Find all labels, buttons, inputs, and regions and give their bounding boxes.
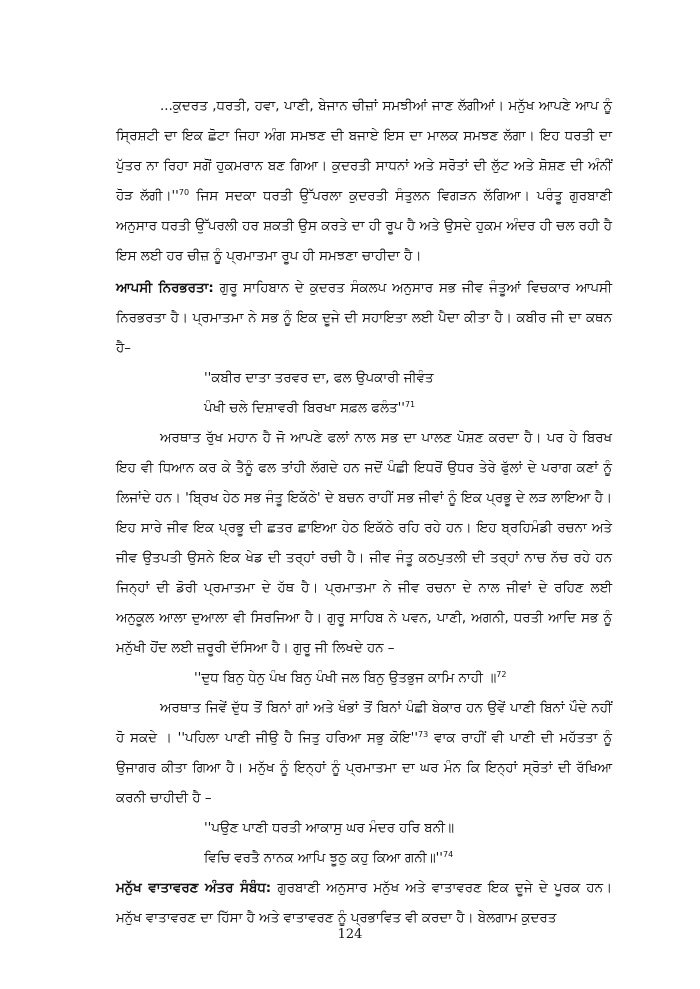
footnote-ref: 74 [443,850,454,859]
quote-line: ''ਕਬੀਰ ਦਾਤਾ ਤਰਵਰ ਦਾ, ਫਲ ਉਪਕਾਰੀ ਜੀਵੰਤ [204,371,434,386]
section-heading: ਮਨੁੱਖ ਵਾਤਾਵਰਣ ਅੰਤਰ ਸੰਬੰਧ: [116,881,272,896]
page-number: 124 [337,927,363,942]
paragraph-text-continued: ਵਾਕ ਰਾਹੀਂ ਵੀ ਪਾਣੀ ਦੀ ਮਹੱਤਤਾ ਨੂੰ ਉਜਾਗਰ ਕੀਤਾ ਗਿਆ ਹੈ। ਮਨੁੱਖ ਨੂੰ ਇਨ੍ਹਾਂ ਨੂੰ ਪ੍ਰਮਾਤਮਾ ਦਾ ਘਰ ਮੰਨ ਕਿ ਇਨ੍ਹਾਂ ਸ੍ਰੋਤਾਂ ਦੀ ਰੱਖਿਆ ਕਰਨੀ ਚਾਹੀਦੀ ਹੈ – [116,731,612,806]
paragraph-text-continued: ਜਿਸ ਸਦਕਾ ਧਰਤੀ ਉੱਪਰਲਾ ਕੁਦਰਤੀ ਸੰਤੁਲਨ ਵਿਗੜਨ ਲੱਗਿਆ। ਪਰੰਤੂ ਗੁਰਬਾਣੀ ਅਨੁਸਾਰ ਧਰਤੀ ਉੱਪਰਲੀ ਹਰ ਸ਼ਕਤੀ ਉਸ ਕਰਤੇ ਦਾ ਹੀ ਰੂਪ ਹੈ ਅਤੇ ਉਸਦੇ ਹੁਕਮ ਅੰਦਰ ਹੀ ਚਲ ਰਹੀ ਹੈ ਇਸ ਲਈ ਹਰ ਚੀਜ਼ ਨੂੰ ਪ੍ਰਮਾਤਮਾ ਰੂਪ ਹੀ ਸਮਝਣਾ ਚਾਹੀਦਾ ਹੈ। [116,189,612,264]
quote-line [116,394,612,424]
quote-text: ''ਦੁਧ ਬਿਨੁ ਧੇਨੁ ਪੰਖ ਬਿਨੁ ਪੰਖੀ ਜਲ ਬਿਨੁ ਉਤਭੁਜ ਕਾਮਿ ਨਾਹੀ ॥ [194,671,497,686]
paragraph-text: ਗੁਰੂ ਸਾਹਿਬਾਨ ਦੇ ਕੁਦਰਤ ਸੰਕਲਪ ਅਨੁਸਾਰ ਸਭ ਜੀਵ ਜੰਤੂਆਂ ਵਿਚਕਾਰ ਆਪਸੀ ਨਿਰਭਰਤਾ ਹੈ। ਪ੍ਰਮਾਤਮਾ ਨੇ ਸਭ ਨੂੰ ਇਕ ਦੂਜੇ ਦੀ ਸਹਾਇਤਾ ਲਈ ਪੈਦਾ ਕੀਤਾ ਹੈ। ਕਬੀਰ ਜੀ ਦਾ ਕਥਨ ਹੈ– [116,281,612,356]
quote-text: ਪੰਖੀ ਚਲੇ ਦਿਸ਼ਾਵਰੀ ਬਿਰਖਾ ਸਫ਼ਲ ਫਲੰਤ'' [204,401,405,416]
paragraph-explanation [116,424,612,664]
section-heading: ਆਪਸੀ ਨਿਰਭਰਤਾ: [116,281,214,296]
paragraph-water [116,694,612,814]
paragraph-text: ਗੁਰਬਾਣੀ ਅਨੁਸਾਰ ਮਨੁੱਖ ਅਤੇ ਵਾਤਾਵਰਣ ਇਕ ਦੂਜੇ ਦੇ ਪੂਰਕ ਹਨ। ਮਨੁੱਖ ਵਾਤਾਵਰਣ ਦਾ ਹਿੱਸਾ ਹੈ ਅਤੇ ਵਾਤਾਵਰਣ ਨੂੰ ਪ੍ਰਭਾਵਿਤ ਵੀ ਕਰਦਾ ਹੈ। ਬੇਲਗਾਮ ਕੁਦਰਤ [116,881,612,926]
quote-line: ''ਪਉਣ ਪਾਣੀ ਧਰਤੀ ਆਕਾਸੁ ਘਰ ਮੰਦਰ ਹਰਿ ਬਨੀ॥ [204,821,455,836]
footnote-ref: 70 [178,188,190,197]
footnote-ref: 72 [496,670,507,679]
footnote-ref: 71 [404,400,416,409]
paragraph-intro [116,92,612,272]
paragraph-text: ਅਰਥਾਤ ਰੁੱਖ ਮਹਾਨ ਹੈ ਜੋ ਆਪਣੇ ਫਲਾਂ ਨਾਲ ਸਭ ਦਾ ਪਾਲਣ ਪੋਸ਼ਣ ਕਰਦਾ ਹੈ। ਪਰ ਹੇ ਬਿਰਖ ਇਹ ਵੀ ਧਿਆਨ ਕਰ ਕੇ ਤੈਨੂੰ ਫਲ ਤਾਂਹੀ ਲੱਗਦੇ ਹਨ ਜਦੋਂ ਪੰਛੀ ਇਧਰੋਂ ਉਧਰ ਤੇਰੇ ਫੁੱਲਾਂ ਦੇ ਪਰਾਗ ਕਣਾਂ ਨੂੰ ਲਿਜਾਂਦੇ ਹਨ। 'ਬ੍ਰਿਖ ਹੇਠ ਸਭ ਜੰਤੂ ਇਕੱਠੇ' ਦੇ ਬਚਨ ਰਾਹੀਂ ਸਭ ਜੀਵਾਂ ਨੂੰ ਇਕ ਪ੍ਰਭੂ ਦੇ ਲੜ ਲਾਇਆ ਹੈ। ਇਹ ਸਾਰੇ ਜੀਵ ਇਕ ਪ੍ਰਭੂ ਦੀ ਛਤਰ ਛਾਇਆ ਹੇਠ ਇਕੱਠੇ ਰਹਿ ਰਹੇ ਹਨ। ਇਹ ਬ੍ਰਹਿਮੰਡੀ ਰਚਨਾ ਅਤੇ ਜੀਵ ਉਤਪਤੀ ਉਸਨੇ ਇਕ ਖੇਡ ਦੀ ਤਰ੍ਹਾਂ ਰਚੀ ਹੈ। ਜੀਵ ਜੰਤੂ ਕਠਪੁਤਲੀ ਦੀ ਤਰ੍ਹਾਂ ਨਾਚ ਨੱਚ ਰਹੇ ਹਨ ਜਿਨ੍ਹਾਂ ਦੀ ਡੋਰੀ ਪ੍ਰਮਾਤਮਾ ਦੇ ਹੱਥ ਹੈ। ਪ੍ਰਮਾਤਮਾ ਨੇ ਜੀਵ ਰਚਨਾ ਦੇ ਨਾਲ ਜੀਵਾਂ ਦੇ ਰਹਿਣ ਲਈ ਅਨੁਕੂਲ ਆਲਾ ਦੁਆਲਾ ਵੀ ਸਿਰਜਿਆ ਹੈ। ਗੁਰੂ ਸਾਹਿਬ ਨੇ ਪਵਨ, ਪਾਣੀ, ਅਗਨੀ, ਧਰਤੀ ਆਦਿ ਸਭ ਨੂੰ ਮਨੁੱਖੀ ਹੋਂਦ ਲਈ ਜ਼ਰੂਰੀ ਦੱਸਿਆ ਹੈ। ਗੁਰੂ ਜੀ ਲਿਖਦੇ ਹਨ – [116,431,612,656]
quote-text: ਵਿਚਿ ਵਰਤੈ ਨਾਨਕ ਆਪਿ ਝੂਠੁ ਕਹੁ ਕਿਆ ਗਨੀ॥'' [204,851,443,866]
paragraph-text: ...ਕੁਦਰਤ ,ਧਰਤੀ, ਹਵਾ, ਪਾਣੀ, ਬੇਜਾਨ ਚੀਜ਼ਾਂ ਸਮਝੀਆਂ ਜਾਣ ਲੱਗੀਆਂ। ਮਨੁੱਖ ਆਪਣੇ ਆਪ ਨੂੰ ਸ੍ਰਿਸ਼ਟੀ ਦਾ ਇਕ ਛੋਟਾ ਜਿਹਾ ਅੰਗ ਸਮਝਣ ਦੀ ਬਜਾਏ ਇਸ ਦਾ ਮਾਲਕ ਸਮਝਣ ਲੱਗਾ। ਇਹ ਧਰਤੀ ਦਾ ਪੁੱਤਰ ਨਾ ਰਿਹਾ ਸਗੋਂ ਹੁਕਮਰਾਨ ਬਣ ਗਿਆ। ਕੁਦਰਤੀ ਸਾਧਨਾਂ ਅਤੇ ਸਰੋਤਾਂ ਦੀ ਲੁੱਟ ਅਤੇ ਸ਼ੋਸ਼ਣ ਦੀ ਅੰਨੀਂ ਹੋੜ ਲੱਗੀ।'' [116,99,612,204]
quote-line [116,844,612,874]
footnote-ref: 73 [418,730,429,739]
paragraph-text: ਅਰਥਾਤ ਜਿਵੇਂ ਦੁੱਧ ਤੋਂ ਬਿਨਾਂ ਗਾਂ ਅਤੇ ਖੰਭਾਂ ਤੋਂ ਬਿਨਾਂ ਪੰਛੀ ਬੇਕਾਰ ਹਨ ਉਵੇਂ ਪਾਣੀ ਬਿਨਾਂ ਪੌਦੇ ਨਹੀਂ ਹੋ ਸਕਦੇ । ''ਪਹਿਲਾ ਪਾਣੀ ਜੀਉ ਹੈ ਜਿਤੁ ਹਰਿਆ ਸਭੁ ਕੋਇ'' [116,701,612,746]
quote-line [116,664,612,694]
paragraph-interdependence [116,274,612,364]
